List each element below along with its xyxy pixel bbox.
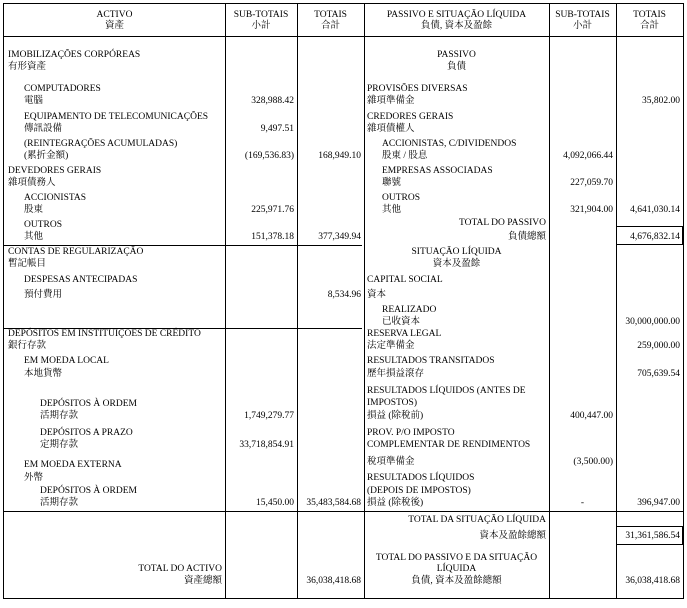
total-activo-label: TOTAL DO ACTIVO bbox=[138, 564, 222, 574]
item-capital-social: CAPITAL SOCIAL bbox=[367, 275, 443, 285]
item-despesas: DESPESAS ANTECIPADAS bbox=[24, 275, 138, 285]
total-resultados-depois: 396,947.00 bbox=[637, 498, 680, 508]
balance-sheet bbox=[3, 3, 684, 599]
value-prov-imposto: (3,500.00) bbox=[573, 457, 613, 467]
item-outros: OUTROS bbox=[24, 220, 63, 230]
value-reintegracoes: (169,536.83) bbox=[244, 151, 294, 161]
item-moeda-externa: EM MOEDA EXTERNA bbox=[24, 460, 122, 470]
column-divider bbox=[364, 4, 365, 598]
total-activo-label-zh: 資產總額 bbox=[183, 576, 222, 586]
header-totais: TOTAIS bbox=[314, 10, 347, 20]
item-prov-imposto-zh: 稅項準備金 bbox=[367, 457, 415, 467]
section-contas: CONTAS DE REGULARIZAÇÃO bbox=[8, 247, 144, 257]
item-capital-social-zh: 資本 bbox=[367, 290, 387, 300]
item-realizado: REALIZADO bbox=[382, 305, 437, 315]
total-devedores: 377,349.94 bbox=[318, 232, 361, 242]
total-resultados-transitados: 705,639.54 bbox=[637, 369, 680, 379]
item-resultados-antes-zh: 損益 (除稅前) bbox=[367, 411, 424, 421]
item-moeda-externa-zh: 外幣 bbox=[24, 473, 44, 483]
value-resultados-antes: 400,447.00 bbox=[570, 411, 613, 421]
header-subtotais-2: SUB-TOTAIS bbox=[555, 10, 610, 20]
total-despesas: 8,534.96 bbox=[327, 290, 361, 300]
total-situacao-label: TOTAL DA SITUAÇÃO LÍQUIDA bbox=[408, 515, 546, 525]
section-contas-zh: 暫記帳目 bbox=[8, 259, 47, 269]
item-resultados-depois: RESULTADOS LÍQUIDOS bbox=[367, 473, 475, 483]
item-computadores: COMPUTADORES bbox=[24, 84, 101, 94]
item-reintegracoes: (REINTEGRAÇÕES ACUMULADAS) bbox=[24, 139, 178, 149]
item-credores-zh: 雜項債權人 bbox=[367, 124, 415, 134]
total-passivo-value: 4,676,832.14 bbox=[630, 232, 680, 242]
header-activo-zh: 資產 bbox=[104, 21, 124, 31]
item-realizado-zh: 已收資本 bbox=[382, 317, 421, 327]
total-credores: 4,641,030.14 bbox=[630, 205, 680, 215]
item-accionistas-dividendos-zh: 股東 / 股息 bbox=[382, 151, 428, 161]
total-depositos: 35,483,584.68 bbox=[306, 498, 361, 508]
total-geral-label-2: LÍQUIDA bbox=[436, 564, 477, 574]
value-depositos-ordem: 1,749,279.77 bbox=[244, 411, 294, 421]
header-totais-zh: 合計 bbox=[320, 21, 340, 31]
item-depositos-ordem-ext-zh: 活期存款 bbox=[40, 498, 79, 508]
item-accionistas-dividendos: ACCIONISTAS, C/DIVIDENDOS bbox=[382, 139, 517, 149]
total-activo-value: 36,038,418.68 bbox=[306, 576, 361, 586]
total-situacao-value: 31,361,586.54 bbox=[625, 531, 680, 541]
header-subtotais-2-zh: 小計 bbox=[572, 21, 592, 31]
value-depositos-prazo: 33,718,854.91 bbox=[239, 440, 294, 450]
total-passivo-label-zh: 負債總額 bbox=[507, 232, 546, 242]
total-situacao-label-zh: 資本及盈餘總額 bbox=[479, 531, 546, 541]
section-imobilizacoes-zh: 有形資產 bbox=[8, 62, 47, 72]
item-reserva-legal-zh: 法定準備金 bbox=[367, 341, 415, 351]
item-moeda-local: EM MOEDA LOCAL bbox=[24, 356, 109, 366]
header-totais-2: TOTAIS bbox=[633, 10, 666, 20]
value-outros-passivo: 321,904.00 bbox=[570, 205, 613, 215]
total-geral-value: 36,038,418.68 bbox=[625, 576, 680, 586]
section-situacao: SITUAÇÃO LÍQUIDA bbox=[411, 247, 502, 257]
item-equipamento-zh: 傳訊設備 bbox=[24, 124, 63, 134]
item-outros-passivo: OUTROS bbox=[382, 193, 421, 203]
section-situacao-zh: 資本及盈餘 bbox=[432, 259, 481, 269]
item-provisoes: PROVISÕES DIVERSAS bbox=[367, 84, 468, 94]
value-accionistas: 225,971.76 bbox=[251, 205, 294, 215]
header-passivo: PASSIVO E SITUAÇÃO LÍQUIDA bbox=[386, 10, 527, 20]
item-empresas: EMPRESAS ASSOCIADAS bbox=[382, 166, 493, 176]
value-computadores: 328,988.42 bbox=[251, 96, 294, 106]
item-resultados-antes-2: IMPOSTOS) bbox=[367, 398, 417, 408]
value-equipamento: 9,497.51 bbox=[260, 124, 294, 134]
total-provisoes: 35,802.00 bbox=[642, 96, 680, 106]
item-provisoes-zh: 雜項準備金 bbox=[367, 96, 415, 106]
header-divider bbox=[4, 36, 683, 37]
value-outros: 151,378.18 bbox=[251, 232, 294, 242]
section-depositos: DEPÓSITOS EM INSTITUIÇÕES DE CRÉDITO bbox=[8, 329, 201, 339]
item-prov-imposto-2: COMPLEMENTAR DE RENDIMENTOS bbox=[367, 440, 531, 450]
header-passivo-zh: 負債, 資本及盈餘 bbox=[420, 21, 493, 31]
item-despesas-zh: 預付費用 bbox=[24, 290, 63, 300]
item-credores: CREDORES GERAIS bbox=[367, 112, 454, 122]
value-empresas: 227,059.70 bbox=[570, 178, 613, 188]
item-depositos-ordem: DEPÓSITOS À ORDEM bbox=[40, 399, 137, 409]
item-reserva-legal: RESERVA LEGAL bbox=[367, 329, 442, 339]
item-resultados-transitados-zh: 歷年損益滾存 bbox=[367, 369, 425, 379]
section-passivo-zh: 負債 bbox=[446, 62, 466, 72]
total-geral-label: TOTAL DO PASSIVO E DA SITUAÇÃO bbox=[375, 553, 538, 563]
item-outros-zh: 其他 bbox=[24, 232, 44, 242]
total-reserva-legal: 259,000.00 bbox=[637, 341, 680, 351]
item-computadores-zh: 電腦 bbox=[24, 96, 44, 106]
item-prov-imposto: PROV. P/O IMPOSTO bbox=[367, 428, 455, 438]
item-empresas-zh: 聯號 bbox=[382, 178, 402, 188]
total-geral-label-zh: 負債, 資本及盈餘總額 bbox=[411, 576, 502, 586]
item-depositos-prazo: DEPÓSITOS A PRAZO bbox=[40, 428, 133, 438]
section-devedores: DEVEDORES GERAIS bbox=[8, 166, 102, 176]
item-outros-passivo-zh: 其他 bbox=[382, 205, 402, 215]
item-resultados-depois-zh: 損益 (除稅後) bbox=[367, 498, 424, 508]
item-depositos-prazo-zh: 定期存款 bbox=[40, 440, 79, 450]
row-divider bbox=[4, 245, 362, 246]
item-accionistas-zh: 股東 bbox=[24, 205, 44, 215]
section-passivo: PASSIVO bbox=[437, 50, 476, 60]
item-resultados-transitados: RESULTADOS TRANSITADOS bbox=[367, 356, 495, 366]
total-imobilizacoes: 168,949.10 bbox=[318, 151, 361, 161]
header-subtotais: SUB-TOTAIS bbox=[233, 10, 289, 20]
item-accionistas: ACCIONISTAS bbox=[24, 193, 87, 203]
item-resultados-antes: RESULTADOS LÍQUIDOS (ANTES DE bbox=[367, 386, 526, 396]
total-passivo-label: TOTAL DO PASSIVO bbox=[458, 218, 546, 228]
row-divider bbox=[4, 511, 683, 512]
value-depositos-ordem-ext: 15,450.00 bbox=[256, 498, 294, 508]
value-resultados-depois: - bbox=[580, 498, 585, 508]
header-activo: ACTIVO bbox=[96, 10, 133, 20]
total-realizado: 30,000,000.00 bbox=[625, 317, 680, 327]
section-devedores-zh: 雜項債務人 bbox=[8, 178, 56, 188]
item-reintegracoes-zh: (累折金額) bbox=[24, 151, 69, 161]
header-totais-2-zh: 合計 bbox=[639, 21, 659, 31]
item-equipamento: EQUIPAMENTO DE TELECOMUNICAÇÕES bbox=[24, 112, 209, 122]
value-accionistas-dividendos: 4,092,066.44 bbox=[563, 151, 613, 161]
item-resultados-depois-2: (DEPOIS DE IMPOSTOS) bbox=[367, 486, 471, 496]
item-moeda-local-zh: 本地貨幣 bbox=[24, 369, 63, 379]
item-depositos-ordem-ext: DEPÓSITOS À ORDEM bbox=[40, 486, 137, 496]
header-subtotais-zh: 小計 bbox=[251, 21, 271, 31]
item-depositos-ordem-zh: 活期存款 bbox=[40, 411, 79, 421]
section-depositos-zh: 銀行存款 bbox=[8, 341, 47, 351]
section-imobilizacoes: IMOBILIZAÇÕES CORPÓREAS bbox=[8, 50, 141, 60]
